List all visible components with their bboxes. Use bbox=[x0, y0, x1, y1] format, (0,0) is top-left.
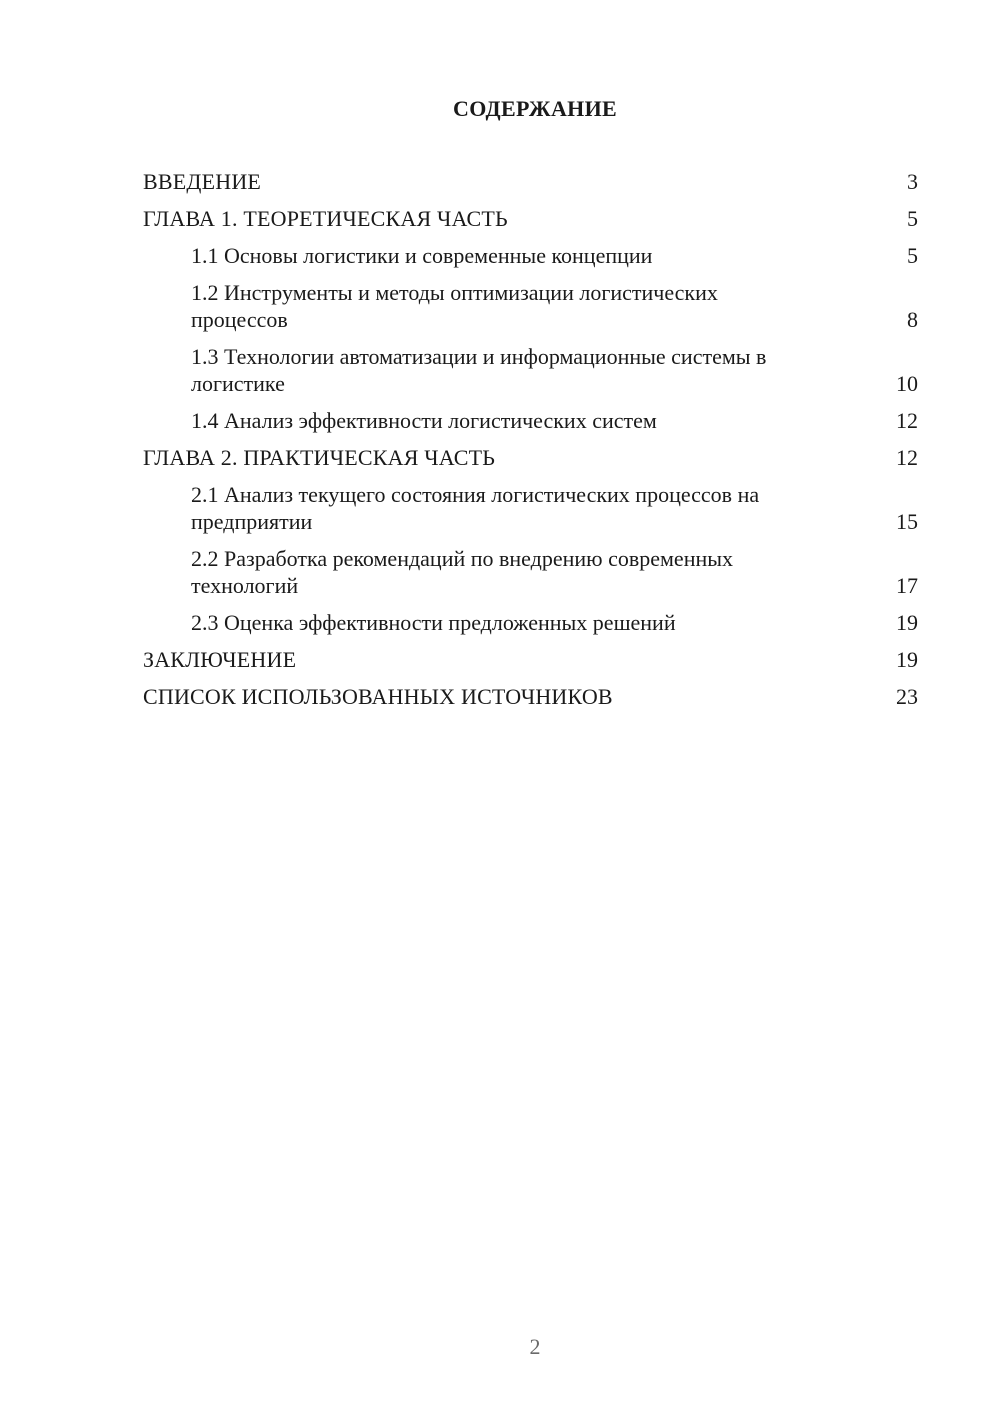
toc-entry-text: 1.4 Анализ эффективности логистических систем bbox=[191, 408, 657, 433]
toc-entry-introduction bbox=[143, 168, 918, 195]
toc-title: СОДЕРЖАНИЕ bbox=[453, 96, 617, 121]
toc-entry-page: 8 bbox=[907, 307, 918, 332]
toc-entry-page: 5 bbox=[907, 243, 918, 268]
toc-entry-page: 12 bbox=[896, 408, 918, 433]
toc-entry-text: СПИСОК ИСПОЛЬЗОВАННЫХ ИСТОЧНИКОВ bbox=[143, 684, 613, 709]
toc-entry-page: 15 bbox=[896, 509, 918, 534]
toc-entry-text: 1.3 Технологии автоматизации и информационные системы в логистике bbox=[191, 344, 767, 396]
toc-entry-text: 2.2 Разработка рекомендаций по внедрению современных технологий bbox=[191, 546, 734, 598]
toc-entry-page: 19 bbox=[896, 610, 918, 635]
toc-entry-1-3 bbox=[143, 343, 918, 397]
toc-entry-1-2 bbox=[143, 279, 918, 333]
page-number: 2 bbox=[529, 1334, 541, 1359]
toc-entry-conclusion bbox=[143, 646, 918, 673]
toc-entry-page: 5 bbox=[907, 206, 918, 231]
toc-entry-text: ГЛАВА 2. ПРАКТИЧЕСКАЯ ЧАСТЬ bbox=[143, 445, 496, 470]
toc-entry-1-1 bbox=[143, 242, 918, 269]
toc-entry-text: 1.2 Инструменты и методы оптимизации логистических процессов bbox=[191, 280, 718, 332]
toc-entry-page: 12 bbox=[896, 445, 918, 470]
toc-entry-chapter-1 bbox=[143, 205, 918, 232]
toc-entry-text: ЗАКЛЮЧЕНИЕ bbox=[143, 647, 297, 672]
toc-entry-page: 17 bbox=[896, 573, 918, 598]
toc-entry-2-3 bbox=[143, 609, 918, 636]
toc-entry-text: 1.1 Основы логистики и современные концепции bbox=[191, 243, 653, 268]
toc-entry-text: ВВЕДЕНИЕ bbox=[143, 169, 262, 194]
toc-entry-references bbox=[143, 683, 918, 710]
toc-entry-2-2 bbox=[143, 545, 918, 599]
toc-entry-1-4 bbox=[143, 407, 918, 434]
toc-entry-text: 2.1 Анализ текущего состояния логистических процессов на предприятии bbox=[191, 482, 760, 534]
toc-entry-page: 19 bbox=[896, 647, 918, 672]
toc-entry-text: ГЛАВА 1. ТЕОРЕТИЧЕСКАЯ ЧАСТЬ bbox=[143, 206, 508, 231]
toc-entry-text: 2.3 Оценка эффективности предложенных решений bbox=[191, 610, 676, 635]
table-of-contents bbox=[143, 168, 918, 720]
toc-entry-page: 23 bbox=[896, 684, 918, 709]
toc-entry-page: 10 bbox=[896, 371, 918, 396]
toc-entry-chapter-2 bbox=[143, 444, 918, 471]
toc-entry-page: 3 bbox=[907, 169, 918, 194]
toc-entry-2-1 bbox=[143, 481, 918, 535]
